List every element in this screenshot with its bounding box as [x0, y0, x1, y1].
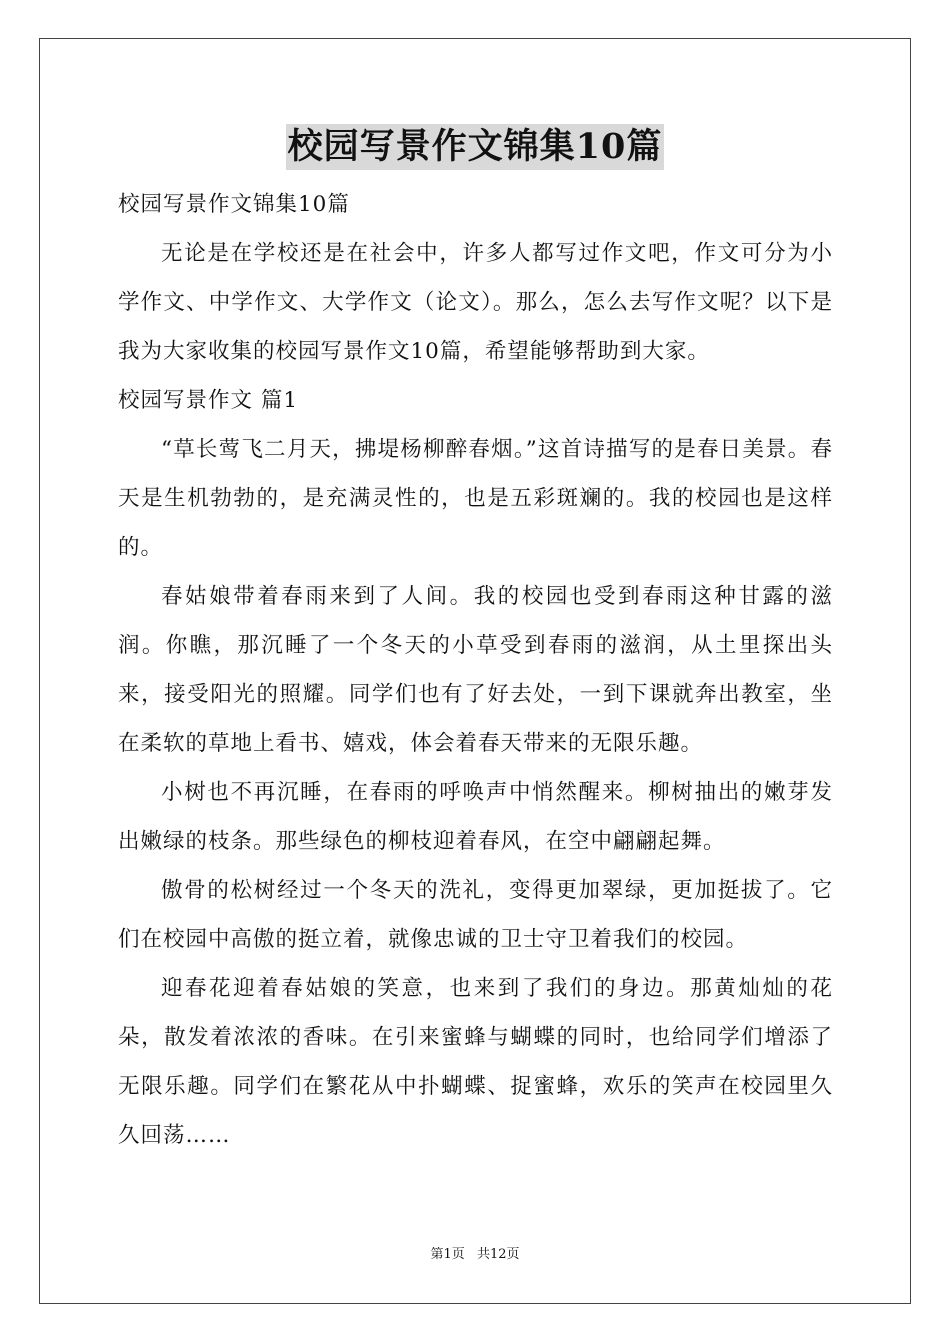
document-subtitle: 校园写景作文锦集10篇 — [118, 192, 350, 217]
page-number: 第1页 — [430, 1247, 465, 1262]
body-paragraph: 傲骨的松树经过一个冬天的洗礼，变得更加翠绿，更加挺拔了。它们在校园中高傲的挺立着，就像忠诚的卫士守卫着我们的校园。 — [118, 878, 833, 952]
title-container — [0, 124, 950, 170]
page-total: 共12页 — [476, 1247, 520, 1262]
page-footer — [0, 1246, 950, 1264]
body-paragraph: 迎春花迎着春姑娘的笑意，也来到了我们的身边。那黄灿灿的花朵，散发着浓浓的香味。在引来蜜蜂与蝴蝶的同时，也给同学们增添了无限乐趣。同学们在繁花从中扑蝴蝶、捉蜜蜂，欢乐的笑声在校园里久久回荡…… — [118, 976, 833, 1148]
section-heading: 校园写景作文 篇1 — [118, 388, 299, 413]
body-paragraph: 小树也不再沉睡，在春雨的呼唤声中悄然醒来。柳树抽出的嫩芽发出嫩绿的枝条。那些绿色的柳枝迎着春风，在空中翩翩起舞。 — [118, 780, 833, 854]
document-body — [118, 180, 833, 1160]
body-paragraph: 春姑娘带着春雨来到了人间。我的校园也受到春雨这种甘露的滋润。你瞧，那沉睡了一个冬天的小草受到春雨的滋润，从土里探出头来，接受阳光的照耀。同学们也有了好去处，一到下课就奔出教室，坐在柔软的草地上看书、嬉戏，体会着春天带来的无限乐趣。 — [118, 584, 833, 756]
intro-paragraph: 无论是在学校还是在社会中，许多人都写过作文吧，作文可分为小学作文、中学作文、大学作文（论文）。那么，怎么去写作文呢？以下是我为大家收集的校园写景作文10篇，希望能够帮助到大家。 — [118, 241, 833, 364]
document-title: 校园写景作文锦集10篇 — [286, 124, 665, 170]
body-paragraph: “草长莺飞二月天，拂堤杨柳醉春烟。”这首诗描写的是春日美景。春天是生机勃勃的，是充满灵性的，也是五彩斑斓的。我的校园也是这样的。 — [118, 437, 833, 560]
